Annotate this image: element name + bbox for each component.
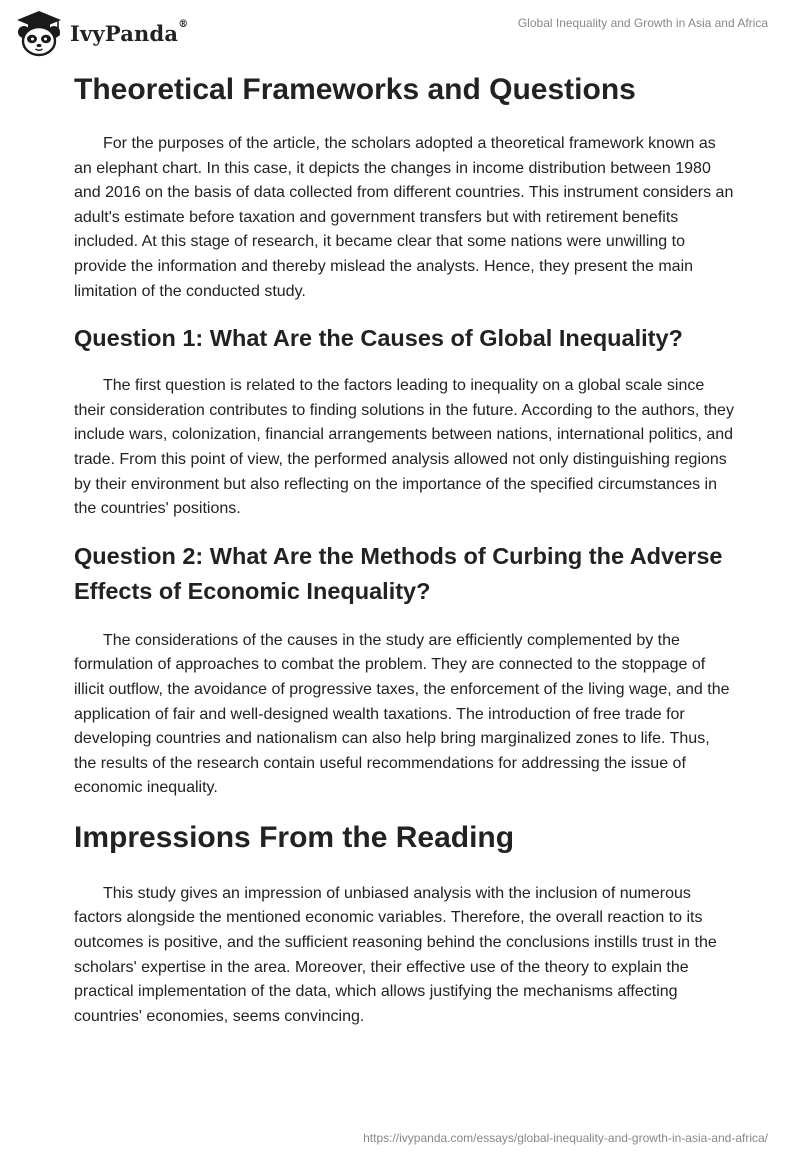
paragraph-impressions: This study gives an impression of unbiased analysis with the inclusion of numerous factors alongside the mentioned economic variables. Therefore, the overall reaction to its outcomes is positive, and the sufficient reasoning behind the conclusions instills trust in the scholars' expertise in the area. Moreover, their effective use of the theory to explain the practical implementation of the data, which allows justifying the mechanisms affecting countries' economies, seems convincing.: [74, 884, 717, 1025]
heading-impressions: Impressions From the Reading: [74, 820, 515, 854]
document-title: Global Inequality and Growth in Asia and Africa: [517, 16, 768, 30]
paragraph-question-2: The considerations of the causes in the study are efficiently complemented by the formulation of approaches to combat the problem. They are connected to the stoppage of illicit outflow, the avoidance of progressive taxes, the enforcement of the living wage, and the application of fair and well-designed wealth taxations. The introduction of free trade for developing countries and nationalism can also help bring marginalized zones to life. Thus, the results of the research contain useful recommendations for addressing the issue of economic inequality.: [74, 631, 730, 797]
heading-theoretical-frameworks: Theoretical Frameworks and Questions: [74, 73, 636, 106]
source-url-link[interactable]: https://ivypanda.com/essays/global-inequality-and-growth-in-asia-and-africa/: [363, 1131, 768, 1145]
registered-mark: ®: [178, 18, 189, 30]
logo-name: IvyPanda: [70, 20, 179, 46]
logo-text: [70, 18, 189, 46]
heading-question-2: Question 2: What Are the Methods of Curbing the Adverse Effects of Economic Inequality?: [74, 542, 723, 604]
paragraph-question-1: The first question is related to the factors leading to inequality on a global scale since their consideration contributes to finding solutions in the future. According to the authors, they include wars, colonization, financial arrangements between nations, international politics, and trade. From this point of view, the performed analysis allowed not only distinguishing regions by their environment but also reflecting on the importance of the specified circumstances in the countries' positions.: [74, 377, 734, 518]
essay-content: [74, 70, 734, 1029]
page-header: [0, 0, 800, 62]
paragraph-theoretical-frameworks: For the purposes of the article, the scholars adopted a theoretical framework known as an elephant chart. In this case, it depicts the changes in income distribution between 1980 and 2016 on the basis of data collected from different countries. This instrument considers an adult's estimate before taxation and government transfers but with retirement benefits included. At this stage of research, it became clear that some nations were unwilling to provide the information and thereby mislead the analysts. Hence, they present the main limitation of the conducted study.: [74, 135, 734, 300]
heading-question-1: Question 1: What Are the Causes of Global Inequality?: [74, 325, 683, 352]
ivypanda-logo[interactable]: [14, 8, 188, 58]
panda-graduate-icon: [14, 8, 64, 58]
